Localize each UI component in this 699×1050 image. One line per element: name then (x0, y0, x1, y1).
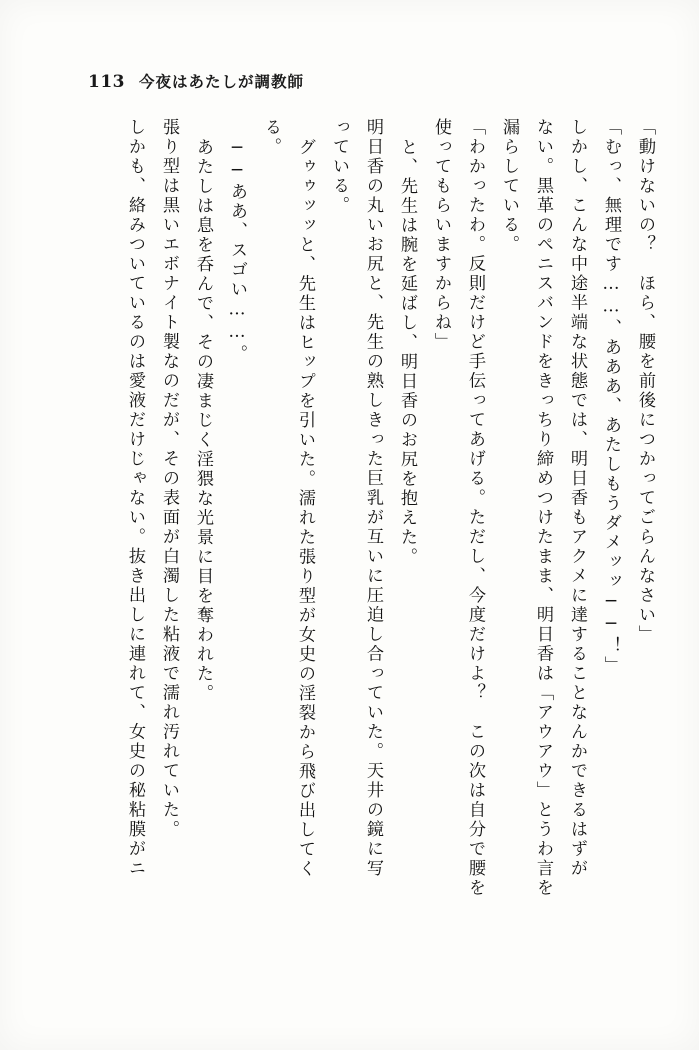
text-line: と、先生は腕を延ばし、明日香のお尻を抱えた。 (397, 138, 417, 567)
text-line: ──ああ、スゴい……。 (227, 138, 247, 364)
text-line: る。 (261, 118, 281, 157)
page-number: 113 (88, 72, 125, 92)
text-line: 漏らしている。 (499, 118, 519, 255)
text-line: 「むっ、無理です……、あああ、あたしもうダメッッ──！」 (601, 118, 621, 676)
body-text (60, 118, 653, 998)
text-line: しかし、こんな中途半端な状態では、明日香もアクメに達することなんかできるはずが (567, 118, 587, 879)
text-line: 使ってもらいますからね」 (431, 118, 451, 352)
text-line: っている。 (329, 118, 349, 216)
page-header (88, 70, 304, 92)
text-line: ない。黒革のペニスバンドをきっちり締めつけたまま、明日香は「アウアウ」とうわ言を (533, 118, 553, 898)
text-line: 明日香の丸いお尻と、先生の熟しきった巨乳が互いに圧迫し合っていた。天井の鏡に写 (363, 118, 383, 879)
running-title: 今夜はあたしが調教師 (139, 73, 305, 91)
text-line: あたしは息を呑んで、その凄まじく淫猥な光景に目を奪われた。 (193, 138, 213, 704)
text-line: グゥゥッッと、先生はヒップを引いた。濡れた張り型が女史の淫裂から飛び出してく (295, 138, 315, 879)
text-line: 「動けないの？ ほら、腰を前後につかってごらんなさい」 (635, 118, 655, 645)
text-line: 「わかったわ。反則だけど手伝ってあげる。ただし、今度だけよ？ この次は自分で腰を (465, 118, 485, 898)
text-line: しかも、絡みついているのは愛液だけじゃない。抜き出しに連れて、女史の秘粘膜がニ (125, 118, 145, 879)
text-line: 張り型は黒いエボナイト製なのだが、その表面が白濁した粘液で濡れ汚れていた。 (159, 118, 179, 840)
